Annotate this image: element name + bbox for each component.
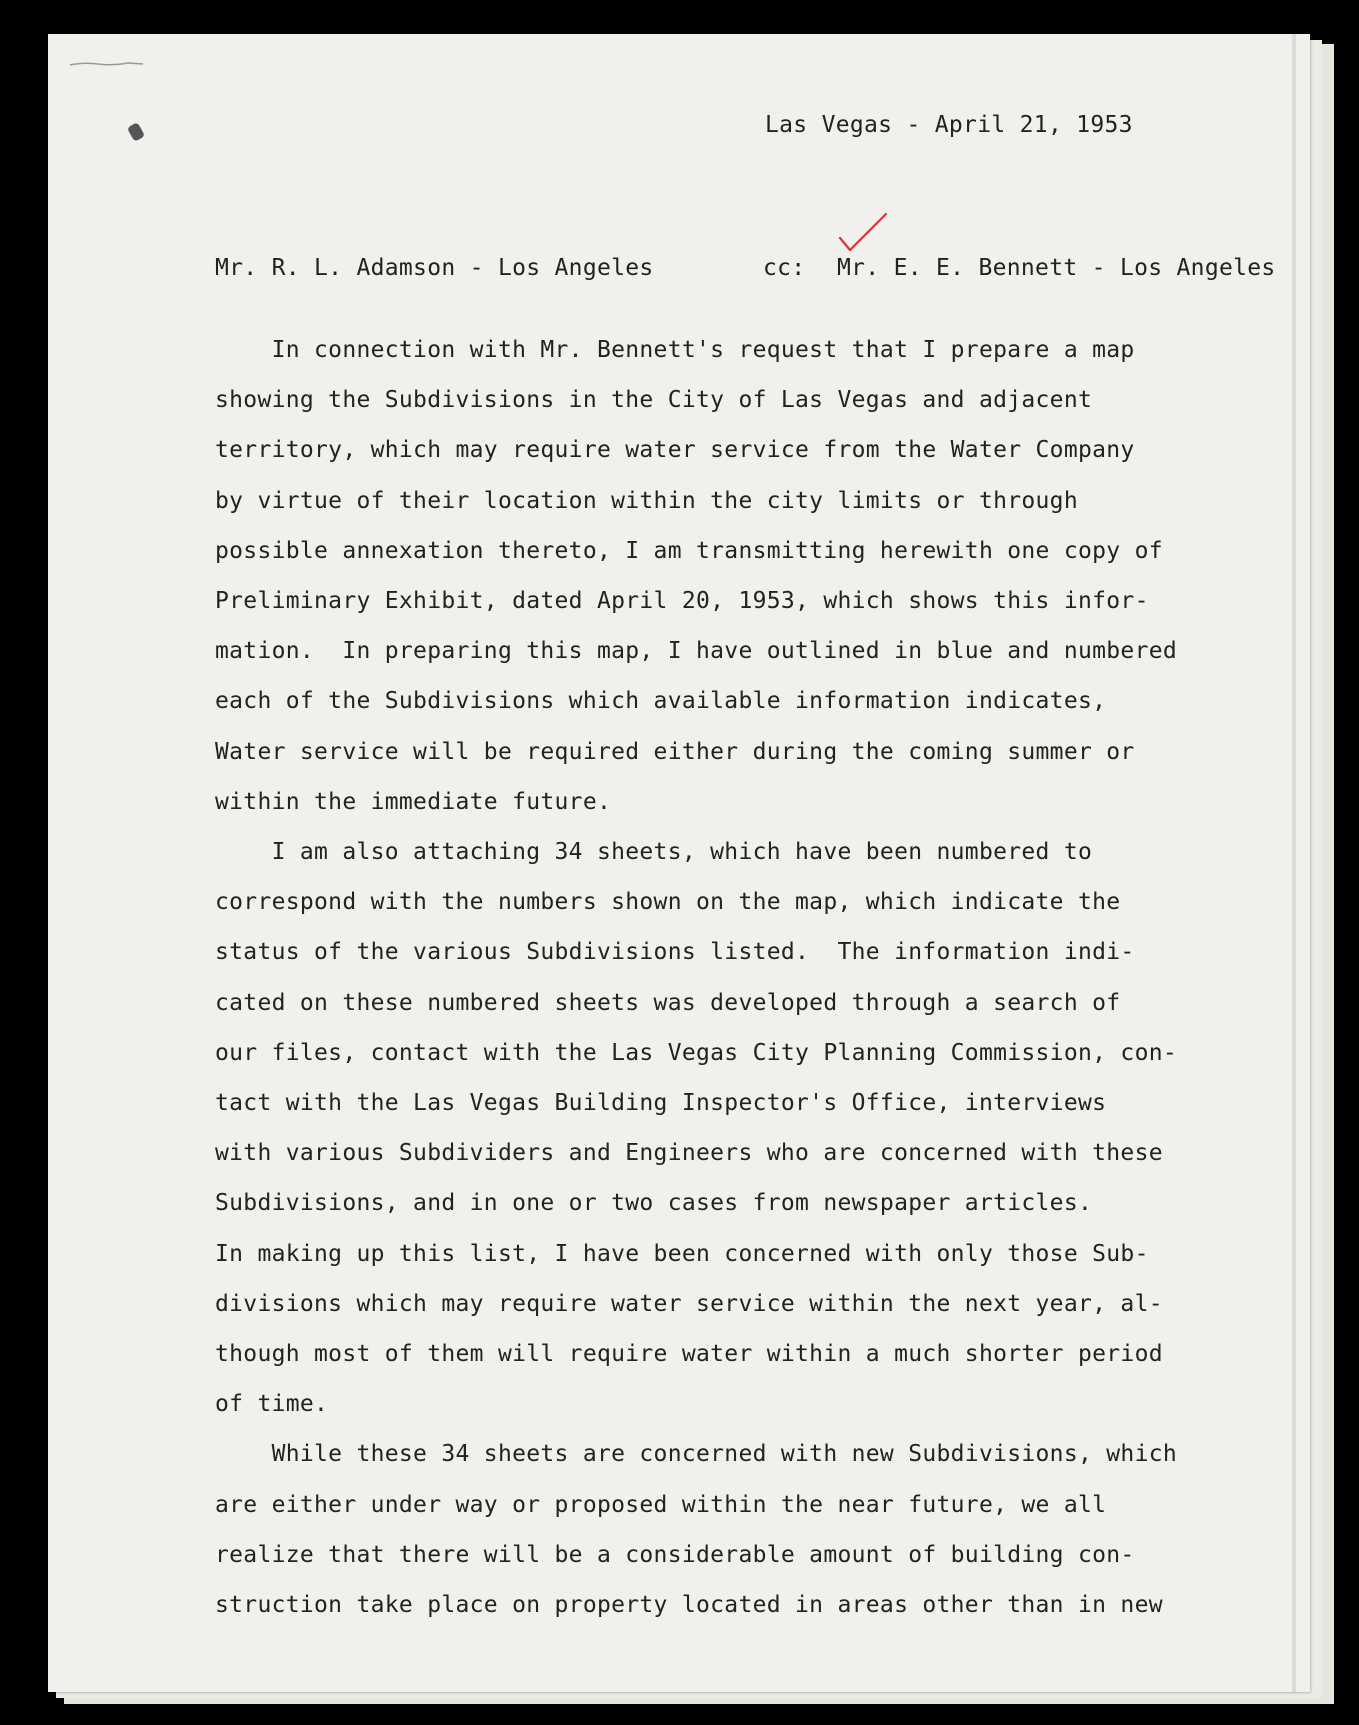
body-line: struction take place on property located in areas other than in new bbox=[215, 1592, 1163, 1618]
body-line: tact with the Las Vegas Building Inspector's Office, interviews bbox=[215, 1090, 1107, 1116]
dateline: Las Vegas - April 21, 1953 bbox=[765, 112, 1133, 138]
body-line: While these 34 sheets are concerned with new Subdivisions, which bbox=[215, 1441, 1178, 1467]
body-line: territory, which may require water service from the Water Company bbox=[215, 437, 1135, 463]
body-line: with various Subdividers and Engineers who are concerned with these bbox=[215, 1140, 1163, 1166]
recipient: Mr. R. L. Adamson - Los Angeles bbox=[215, 255, 654, 281]
cc-recipient: Mr. E. E. Bennett - Los Angeles bbox=[837, 255, 1276, 281]
body-line: realize that there will be a considerable amount of building con- bbox=[215, 1542, 1135, 1568]
body-line: correspond with the numbers shown on the map, which indicate the bbox=[215, 889, 1121, 915]
body-line: status of the various Subdivisions listed. The information indi- bbox=[215, 939, 1135, 965]
body-line: by virtue of their location within the city limits or through bbox=[215, 488, 1078, 514]
body-line: are either under way or proposed within the near future, we all bbox=[215, 1492, 1107, 1518]
body-line: each of the Subdivisions which available information indicates, bbox=[215, 688, 1107, 714]
checkmark-icon bbox=[838, 210, 888, 256]
body-line: Preliminary Exhibit, dated April 20, 1953, which shows this infor- bbox=[215, 588, 1149, 614]
address-line bbox=[215, 255, 1315, 287]
body-line: cated on these numbered sheets was developed through a search of bbox=[215, 990, 1121, 1016]
body-line: Water service will be required either during the coming summer or bbox=[215, 739, 1135, 765]
body-line: mation. In preparing this map, I have outlined in blue and numbered bbox=[215, 638, 1178, 664]
body-line: In making up this list, I have been concerned with only those Sub- bbox=[215, 1241, 1149, 1267]
body-line: of time. bbox=[215, 1391, 329, 1417]
body-line: I am also attaching 34 sheets, which have been numbered to bbox=[215, 839, 1093, 865]
body-line: our files, contact with the Las Vegas City Planning Commission, con- bbox=[215, 1040, 1178, 1066]
pencil-scribble bbox=[68, 60, 148, 68]
body-line: divisions which may require water service within the next year, al- bbox=[215, 1291, 1163, 1317]
body-line: Subdivisions, and in one or two cases from newspaper articles. bbox=[215, 1190, 1093, 1216]
body-line: showing the Subdivisions in the City of Las Vegas and adjacent bbox=[215, 387, 1093, 413]
body-line: possible annexation thereto, I am transmitting herewith one copy of bbox=[215, 538, 1163, 564]
body-line: within the immediate future. bbox=[215, 789, 612, 815]
body-line: In connection with Mr. Bennett's request that I prepare a map bbox=[215, 337, 1135, 363]
cc-label: cc: bbox=[763, 255, 806, 281]
body-line: though most of them will require water within a much shorter period bbox=[215, 1341, 1163, 1367]
